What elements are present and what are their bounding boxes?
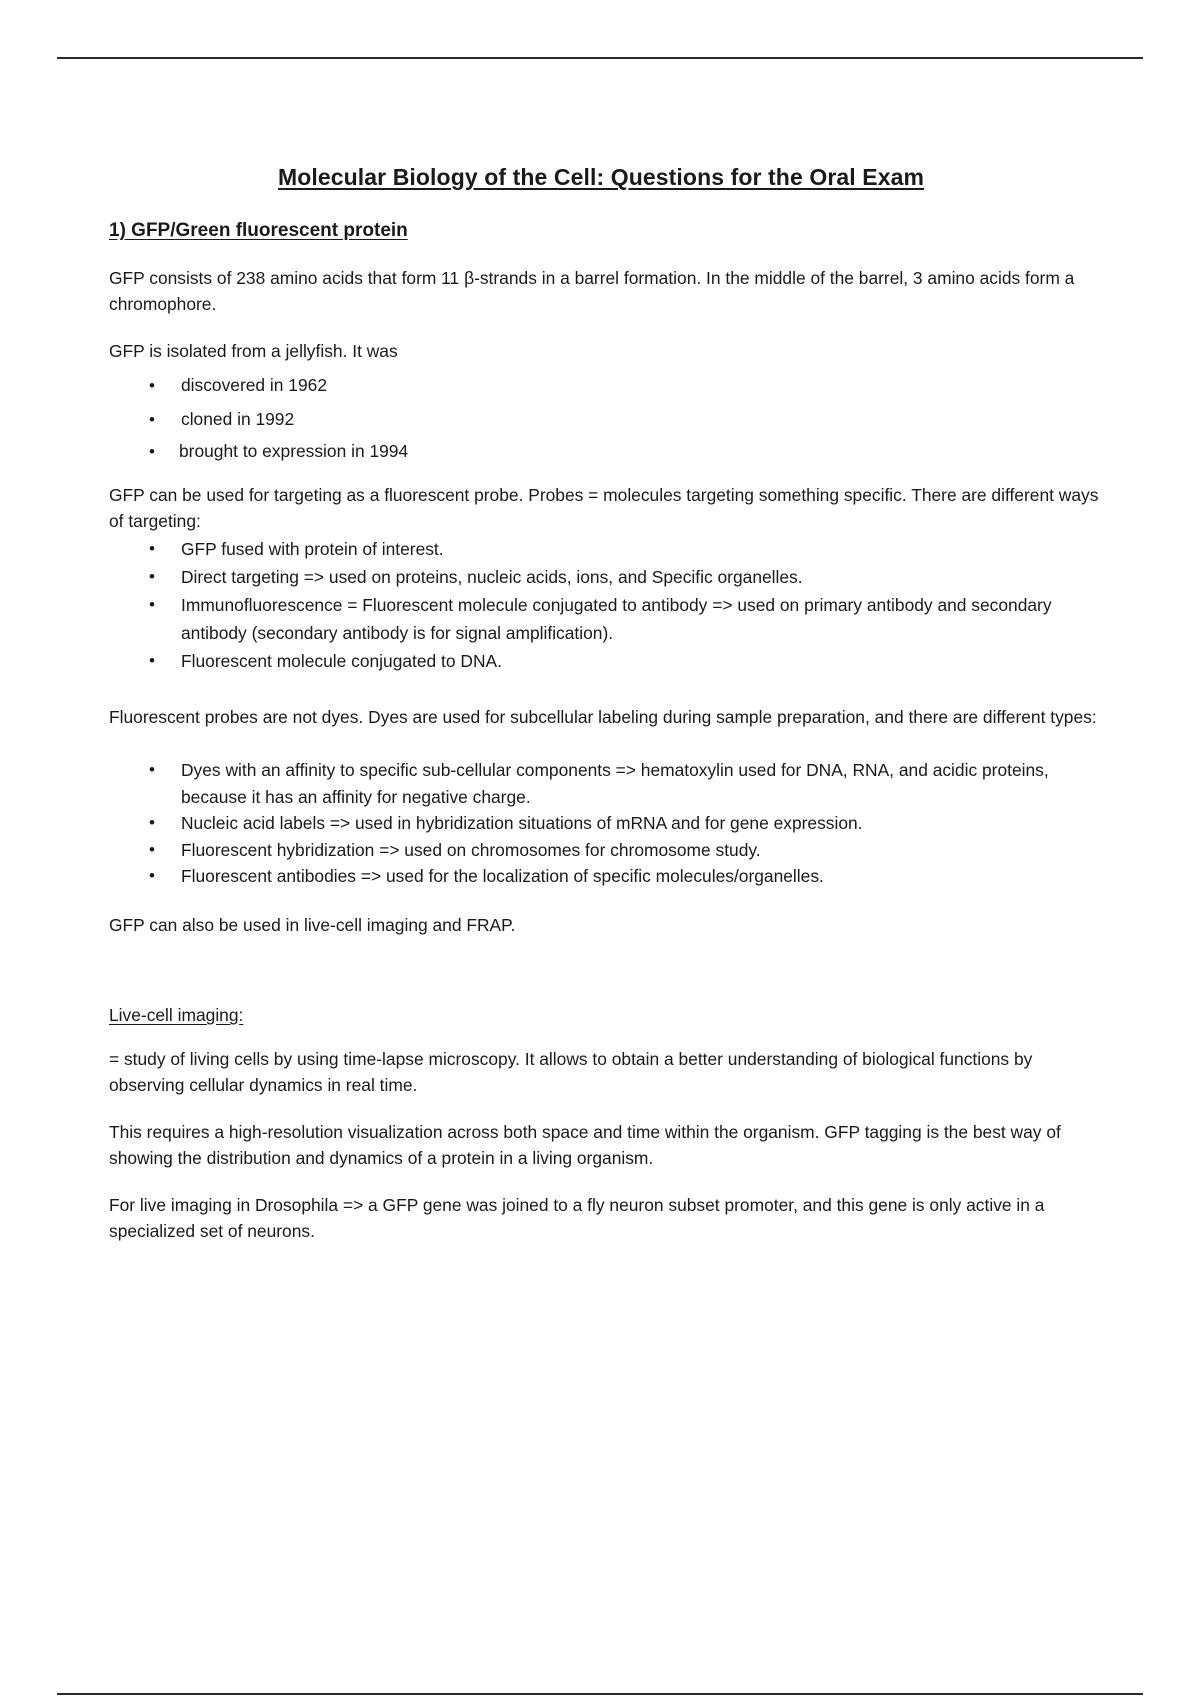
bottom-rule bbox=[57, 1693, 1143, 1695]
list-item: • cloned in 1992 bbox=[109, 406, 1101, 433]
list-item: • Fluorescent hybridization => used on chromosomes for chromosome study. bbox=[109, 837, 1101, 864]
list-item: • GFP fused with protein of interest. bbox=[109, 535, 1101, 563]
list-item: • Dyes with an affinity to specific sub-cellular components => hematoxylin used for DNA, RNA, and acidic proteins, because it has an affinity for negative charge. bbox=[109, 757, 1101, 810]
list-item: • brought to expression in 1994 bbox=[109, 438, 1101, 465]
paragraph-gfp-structure: GFP consists of 238 amino acids that form 11 β-strands in a barrel formation. In the middle of the barrel, 3 amino acids form a chromophore. bbox=[109, 268, 1075, 314]
list-item: • Fluorescent molecule conjugated to DNA. bbox=[109, 647, 1101, 675]
list-item: • Immunofluorescence = Fluorescent molecule conjugated to antibody => used on primary antibody and secondary antibody (secondary antibody is for signal amplification). bbox=[109, 591, 1101, 647]
paragraph-live-frap: GFP can also be used in live-cell imaging and FRAP. bbox=[109, 915, 516, 935]
paragraph-live-definition: = study of living cells by using time-lapse microscopy. It allows to obtain a better understanding of biological functions by observing cellular dynamics in real time. bbox=[109, 1049, 1033, 1095]
list-item: • Fluorescent antibodies => used for the localization of specific molecules/organelles. bbox=[109, 863, 1101, 890]
paragraph-dyes: Fluorescent probes are not dyes. Dyes are used for subcellular labeling during sample preparation, and there are different types: bbox=[109, 707, 1097, 727]
paragraph-drosophila: For live imaging in Drosophila => a GFP gene was joined to a fly neuron subset promoter, and this gene is only active in a specialized set of neurons. bbox=[109, 1195, 1045, 1241]
list-item: • Direct targeting => used on proteins, nucleic acids, ions, and Specific organelles. bbox=[109, 563, 1101, 591]
list-item: • discovered in 1962 bbox=[109, 372, 1101, 399]
document-title: Molecular Biology of the Cell: Questions for the Oral Exam bbox=[277, 164, 925, 190]
paragraph-gfp-targeting: GFP can be used for targeting as a fluorescent probe. Probes = molecules targeting something specific. There are different ways of targeting: bbox=[109, 485, 1099, 531]
paragraph-gfp-isolated: GFP is isolated from a jellyfish. It was bbox=[109, 341, 398, 361]
top-rule bbox=[57, 57, 1143, 59]
history-list bbox=[109, 372, 1101, 465]
section-heading-gfp: 1) GFP/Green fluorescent protein bbox=[109, 220, 408, 241]
dye-types-list bbox=[109, 757, 1101, 890]
list-item: • Nucleic acid labels => used in hybridization situations of mRNA and for gene expression. bbox=[109, 810, 1101, 837]
subheading-live-cell-imaging: Live-cell imaging: bbox=[109, 1005, 244, 1025]
targeting-ways-list bbox=[109, 535, 1101, 675]
paragraph-live-requirements: This requires a high-resolution visualization across both space and time within the organism. GFP tagging is the best way of showing the distribution and dynamics of a protein in a living organism. bbox=[109, 1122, 1061, 1168]
